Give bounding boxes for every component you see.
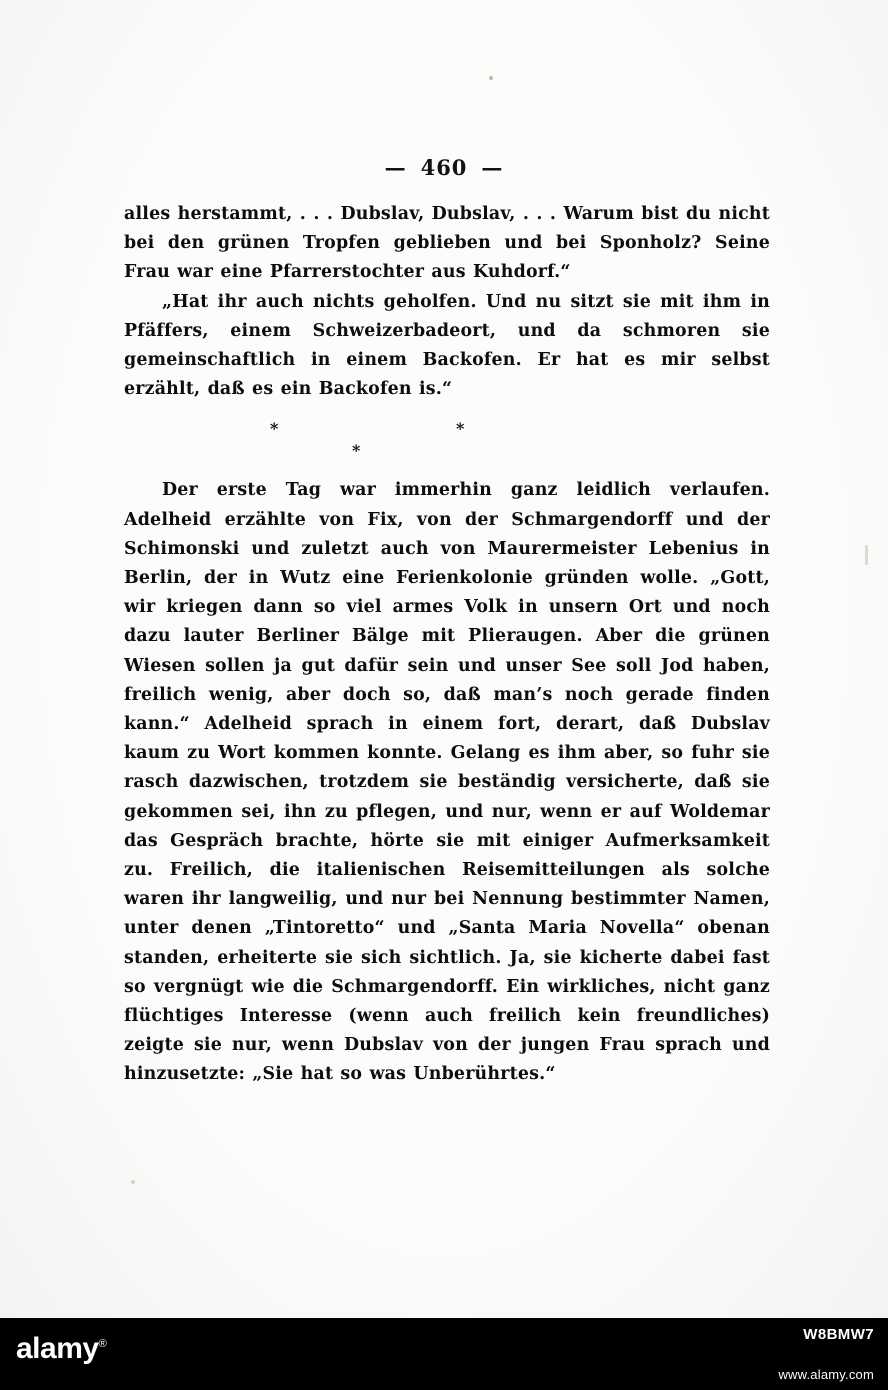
image-id-label: W8BMW7 (803, 1326, 874, 1343)
alamy-logo-text: alamy (16, 1332, 99, 1365)
page-number: 460 (420, 155, 468, 180)
section-separator (124, 410, 770, 472)
alamy-logo-trademark: ® (98, 1338, 107, 1350)
separator-asterisk-right: * (456, 419, 465, 439)
paragraph-3: Der erste Tag war immerhin ganz leidlich verlaufen. Adelheid erzählte von Fix, von der Schmargendorff und der Schimonski und zuletzt auch von Maurermeister Lebenius in Berlin, der in Wutz eine Ferienkolonie gründen wolle. „Gott, wir kriegen dann so viel armes Volk in unsern Ort und noch dazu lauter Berliner Bälge mit Plieraugen. Aber die grünen Wiesen sollen ja gut dafür sein und unser See soll Jod haben, freilich wenig, aber doch so, daß man’s noch gerade finden kann.“ Adelheid sprach in einem fort, derart, daß Dubslav kaum zu Wort kommen konnte. Gelang es ihm aber, so fuhr sie rasch dazwischen, trotzdem sie beständig versicherte, daß sie gekommen sei, ihn zu pflegen, und nur, wenn er auf Woldemar das Gespräch brachte, hörte sie mit einiger Aufmerksamkeit zu. Freilich, die italienischen Reisemitteilungen als solche waren ihr langweilig, und nur bei Nennung bestimmter Namen, unter denen „Tintoretto“ und „Santa Maria Novella“ obenan standen, erheiterte sie sich sichtlich. Ja, sie kicherte dabei fast so vergnügt wie die Schmargendorff. Ein wirkliches, nicht ganz flüchtiges Interesse (wenn auch freilich kein freundliches) zeigte sie nur, wenn Dubslav von der jungen Frau sprach und hinzusetzte: „Sie hat so was Unberührtes.“ (124, 480, 770, 1085)
paragraph-2: „Hat ihr auch nichts geholfen. Und nu sitzt sie mit ihm in Pfäffers, einem Schweizerbadeort, und da schmoren sie gemeinschaftlich in einem Backofen. Er hat es mir selbst erzählt, daß es ein Backofen is.“ (124, 291, 770, 400)
paragraph-1: alles herstammt, . . . Dubslav, Dubslav, . . . Warum bist du nicht bei den grünen Tropfen geblieben und bei Sponholz? Seine Frau war eine Pfarrerstochter aus Kuhdorf.“ (124, 204, 770, 283)
alamy-url-label: www.alamy.com (778, 1367, 874, 1382)
folio-dash-left: — (384, 155, 407, 180)
folio-dash-right: — (481, 155, 504, 180)
page-folio (0, 155, 888, 180)
scan-speck (489, 76, 493, 80)
scan-speck (131, 1180, 135, 1184)
separator-asterisk-left: * (270, 419, 279, 439)
separator-asterisk-middle: * (352, 441, 361, 461)
alamy-logo (16, 1332, 107, 1366)
watermark-footer-bar (0, 1318, 888, 1390)
page-text-block (124, 200, 770, 1090)
scan-speck (865, 545, 868, 565)
